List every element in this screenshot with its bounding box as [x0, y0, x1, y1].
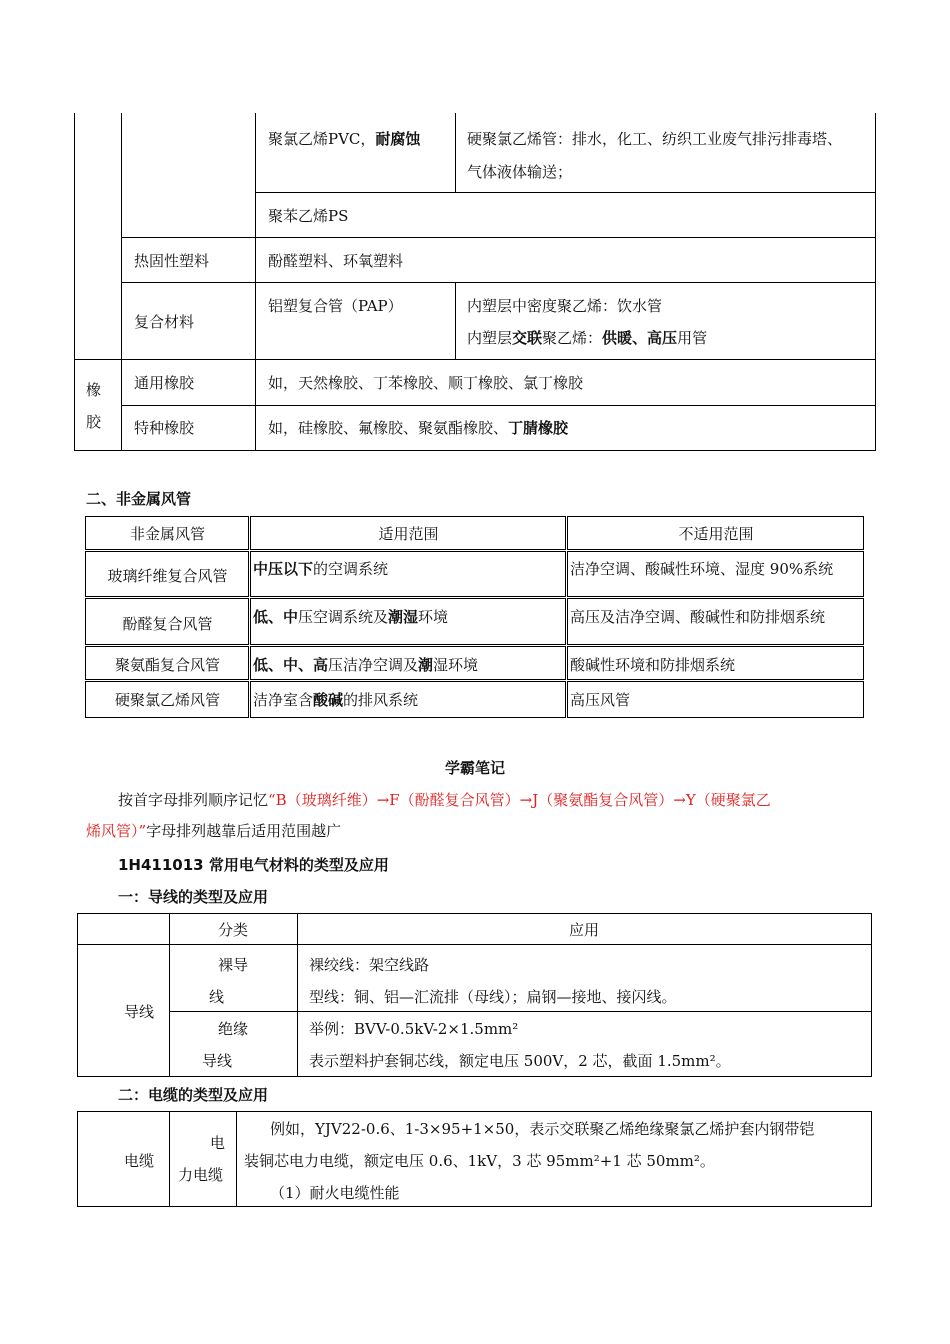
insulated-wire-label-1: 绝缘 [218, 1020, 249, 1038]
duct-row-apply: 中压以下的空调系统 [253, 560, 389, 578]
duct-header-not: 不适用范围 [678, 525, 754, 543]
pvc-cell: 聚氯乙烯PVC，耐腐蚀 [268, 130, 421, 148]
duct-row-not: 高压风管 [570, 691, 631, 709]
duct-row-name: 硬聚氯乙烯风管 [114, 691, 220, 709]
general-rubber-label: 通用橡胶 [134, 374, 195, 392]
section3-title: 1H411013 常用电气材料的类型及应用 [118, 856, 389, 874]
duct-row-apply: 低、中、高压洁净空调及潮湿环境 [253, 656, 479, 674]
duct-row-apply: 洁净室含酸碱的排风系统 [253, 691, 419, 709]
duct-row-name: 玻璃纤维复合风管 [107, 567, 228, 585]
duct-row-not: 高压及洁净空调、酸碱性和防排烟系统 [570, 608, 826, 626]
composite-value: 铝塑复合管（PAP） [268, 297, 403, 315]
rubber-label-2: 胶 [86, 413, 102, 431]
duct-row-apply: 低、中压空调系统及潮湿环境 [253, 608, 449, 626]
section2-title: 二、非金属风管 [86, 490, 192, 508]
duct-header-apply: 适用范围 [378, 525, 439, 543]
wire-subtitle: 一：导线的类型及应用 [118, 888, 269, 906]
insulated-wire-use1: 举例：BVV-0.5kV-2×1.5mm² [309, 1020, 519, 1038]
cable-label: 电缆 [124, 1152, 155, 1170]
ps-cell: 聚苯乙烯PS [268, 207, 349, 225]
bare-wire-use2: 型线：铜、铝—汇流排（母线）；扁钢—接地、接闪线。 [309, 988, 677, 1006]
composite-use1: 内塑层中密度聚乙烯：饮水管 [467, 297, 663, 315]
thermoset-value: 酚醛塑料、环氧塑料 [268, 252, 404, 270]
duct-row-not: 酸碱性环境和防排烟系统 [570, 656, 736, 674]
bare-wire-label-1: 裸导 [218, 956, 249, 974]
notes-title: 学霸笔记 [444, 759, 505, 777]
cable-use2: 装铜芯电力电缆，额定电压 0.6、1kV，3 芯 95mm²+1 芯 50mm²。 [244, 1152, 715, 1170]
insulated-wire-label-2: 导线 [202, 1052, 233, 1070]
duct-row-name: 聚氨酯复合风管 [114, 656, 220, 674]
notes-line2: 烯风管）”字母排列越靠后适用范围越广 [86, 822, 342, 840]
cable-use3: （1）耐火电缆性能 [270, 1184, 400, 1202]
wire-header-type: 分类 [217, 921, 248, 939]
pvc-use-line2: 气体液体输送； [467, 163, 573, 181]
wire-label: 导线 [124, 1003, 155, 1021]
power-cable-label-2: 力电缆 [178, 1166, 224, 1184]
pvc-use-line1: 硬聚氯乙烯管：排水，化工、纺织工业废气排污排毒塔、 [467, 130, 843, 148]
power-cable-label-1: 电 [210, 1134, 226, 1152]
duct-row-name: 酚醛复合风管 [122, 615, 213, 633]
duct-header-name: 非金属风管 [129, 525, 205, 543]
bare-wire-label-2: 线 [209, 988, 225, 1006]
cable-subtitle: 二：电缆的类型及应用 [118, 1086, 269, 1104]
special-rubber-value: 如，硅橡胶、氟橡胶、聚氨酯橡胶、丁腈橡胶 [268, 419, 569, 437]
notes-line1: 按首字母排列顺序记忆“B（玻璃纤维）→F（酚醛复合风管）→J（聚氨酯复合风管）→Y（硬聚氯乙 [118, 791, 771, 809]
special-rubber-label: 特种橡胶 [134, 419, 195, 437]
insulated-wire-use2: 表示塑料护套铜芯线，额定电压 500V，2 芯，截面 1.5mm²。 [309, 1052, 731, 1070]
cable-use1: 例如，YJV22-0.6、1-3×95+1×50，表示交联聚乙烯绝缘聚氯乙烯护套内钢带铠 [270, 1120, 815, 1138]
composite-label: 复合材料 [134, 313, 195, 331]
bare-wire-use1: 裸绞线：架空线路 [309, 956, 430, 974]
rubber-label-1: 橡 [86, 381, 102, 399]
general-rubber-value: 如，天然橡胶、丁苯橡胶、顺丁橡胶、氯丁橡胶 [268, 374, 584, 392]
composite-use2: 内塑层交联聚乙烯：供暖、高压用管 [467, 329, 708, 347]
wire-header-use: 应用 [568, 921, 599, 939]
duct-row-not: 洁净空调、酸碱性环境、湿度 90%系统 [570, 560, 834, 578]
thermoset-label: 热固性塑料 [134, 252, 210, 270]
